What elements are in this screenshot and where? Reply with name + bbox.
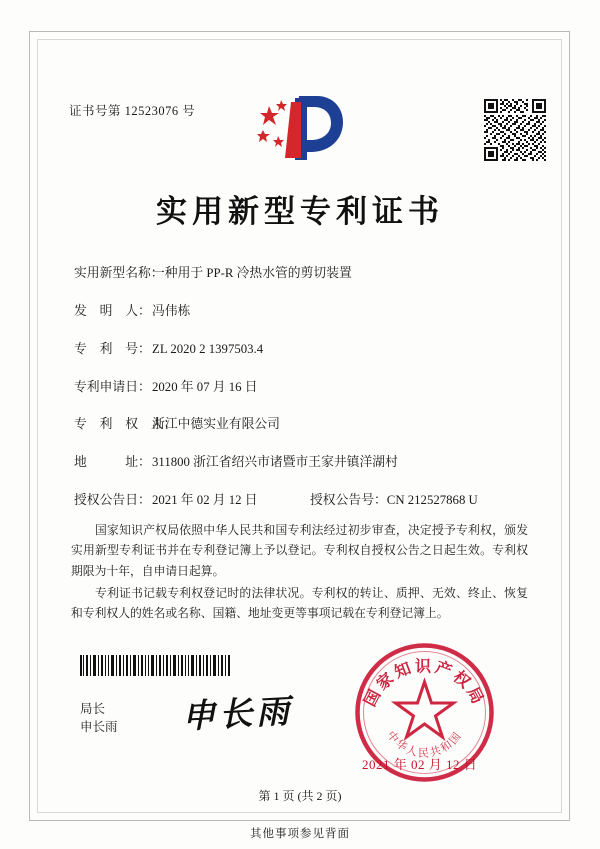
field-value: 2020 年 07 月 16 日	[152, 380, 258, 394]
handwritten-signature: 申长雨	[181, 691, 295, 736]
field-value: CN 212527868 U	[386, 493, 478, 507]
field-label: 实用新型名称：	[74, 266, 164, 280]
field-value: 浙江中德实业有限公司	[152, 417, 280, 431]
field-label: 授权公告日：	[74, 493, 151, 507]
field-value: 一种用于 PP-R 冷热水管的剪切装置	[152, 266, 352, 280]
field-label: 专利申请日：	[74, 380, 151, 394]
field-patent-number	[74, 338, 263, 357]
field-application-date	[74, 376, 258, 395]
seal-date: 2021 年 02 月 12 日	[362, 757, 478, 772]
qr-code	[484, 99, 546, 161]
certificate-number: 证书号第 12523076 号	[69, 104, 196, 118]
svg-text:中华人民共和国: 中华人民共和国	[384, 728, 465, 760]
paragraph-grant-statement: 国家知识产权局依照中华人民共和国专利法经过初步审查，决定授予专利权，颁发实用新型专利证书并在专利登记簿上予以登记。专利权自授权公告之日起生效。专利权期限为十年，自申请日起算。	[71, 523, 528, 578]
field-value: 311800 浙江省绍兴市诸暨市王家井镇洋湖村	[152, 455, 398, 469]
svg-text:国家知识产权局: 国家知识产权局	[360, 656, 489, 710]
signature-label	[80, 700, 118, 736]
paragraph-register-statement: 专利证书记载专利权登记时的法律状况。专利权的转让、质押、无效、终止、恢复和专利权人的姓名或名称、国籍、地址变更等事项记载在专利登记簿上。	[71, 586, 528, 621]
barcode	[80, 655, 232, 676]
field-value: ZL 2020 2 1397503.4	[152, 342, 264, 356]
signature-title: 局长	[80, 702, 106, 716]
field-invention-name	[74, 262, 352, 281]
field-announcement-number	[310, 489, 478, 508]
field-grant-date	[74, 489, 258, 508]
field-label: 地 址：	[74, 455, 151, 469]
page-title: 实用新型专利证书	[156, 194, 444, 230]
field-address	[74, 451, 398, 470]
footer-note: 其他事项参见背面	[250, 828, 350, 840]
cnipa-logo	[255, 92, 347, 164]
field-label: 授权公告号：	[310, 493, 387, 507]
field-value: 冯伟栋	[152, 304, 191, 318]
field-inventor	[74, 300, 190, 319]
field-label: 专 利 权 人：	[74, 417, 177, 431]
field-label: 专 利 号：	[74, 342, 151, 356]
field-label: 发 明 人：	[74, 304, 151, 318]
signature-name: 申长雨	[80, 720, 118, 735]
page-number: 第 1 页 (共 2 页)	[258, 789, 342, 803]
field-patentee	[74, 413, 280, 432]
field-value: 2021 年 02 月 12 日	[152, 493, 258, 507]
